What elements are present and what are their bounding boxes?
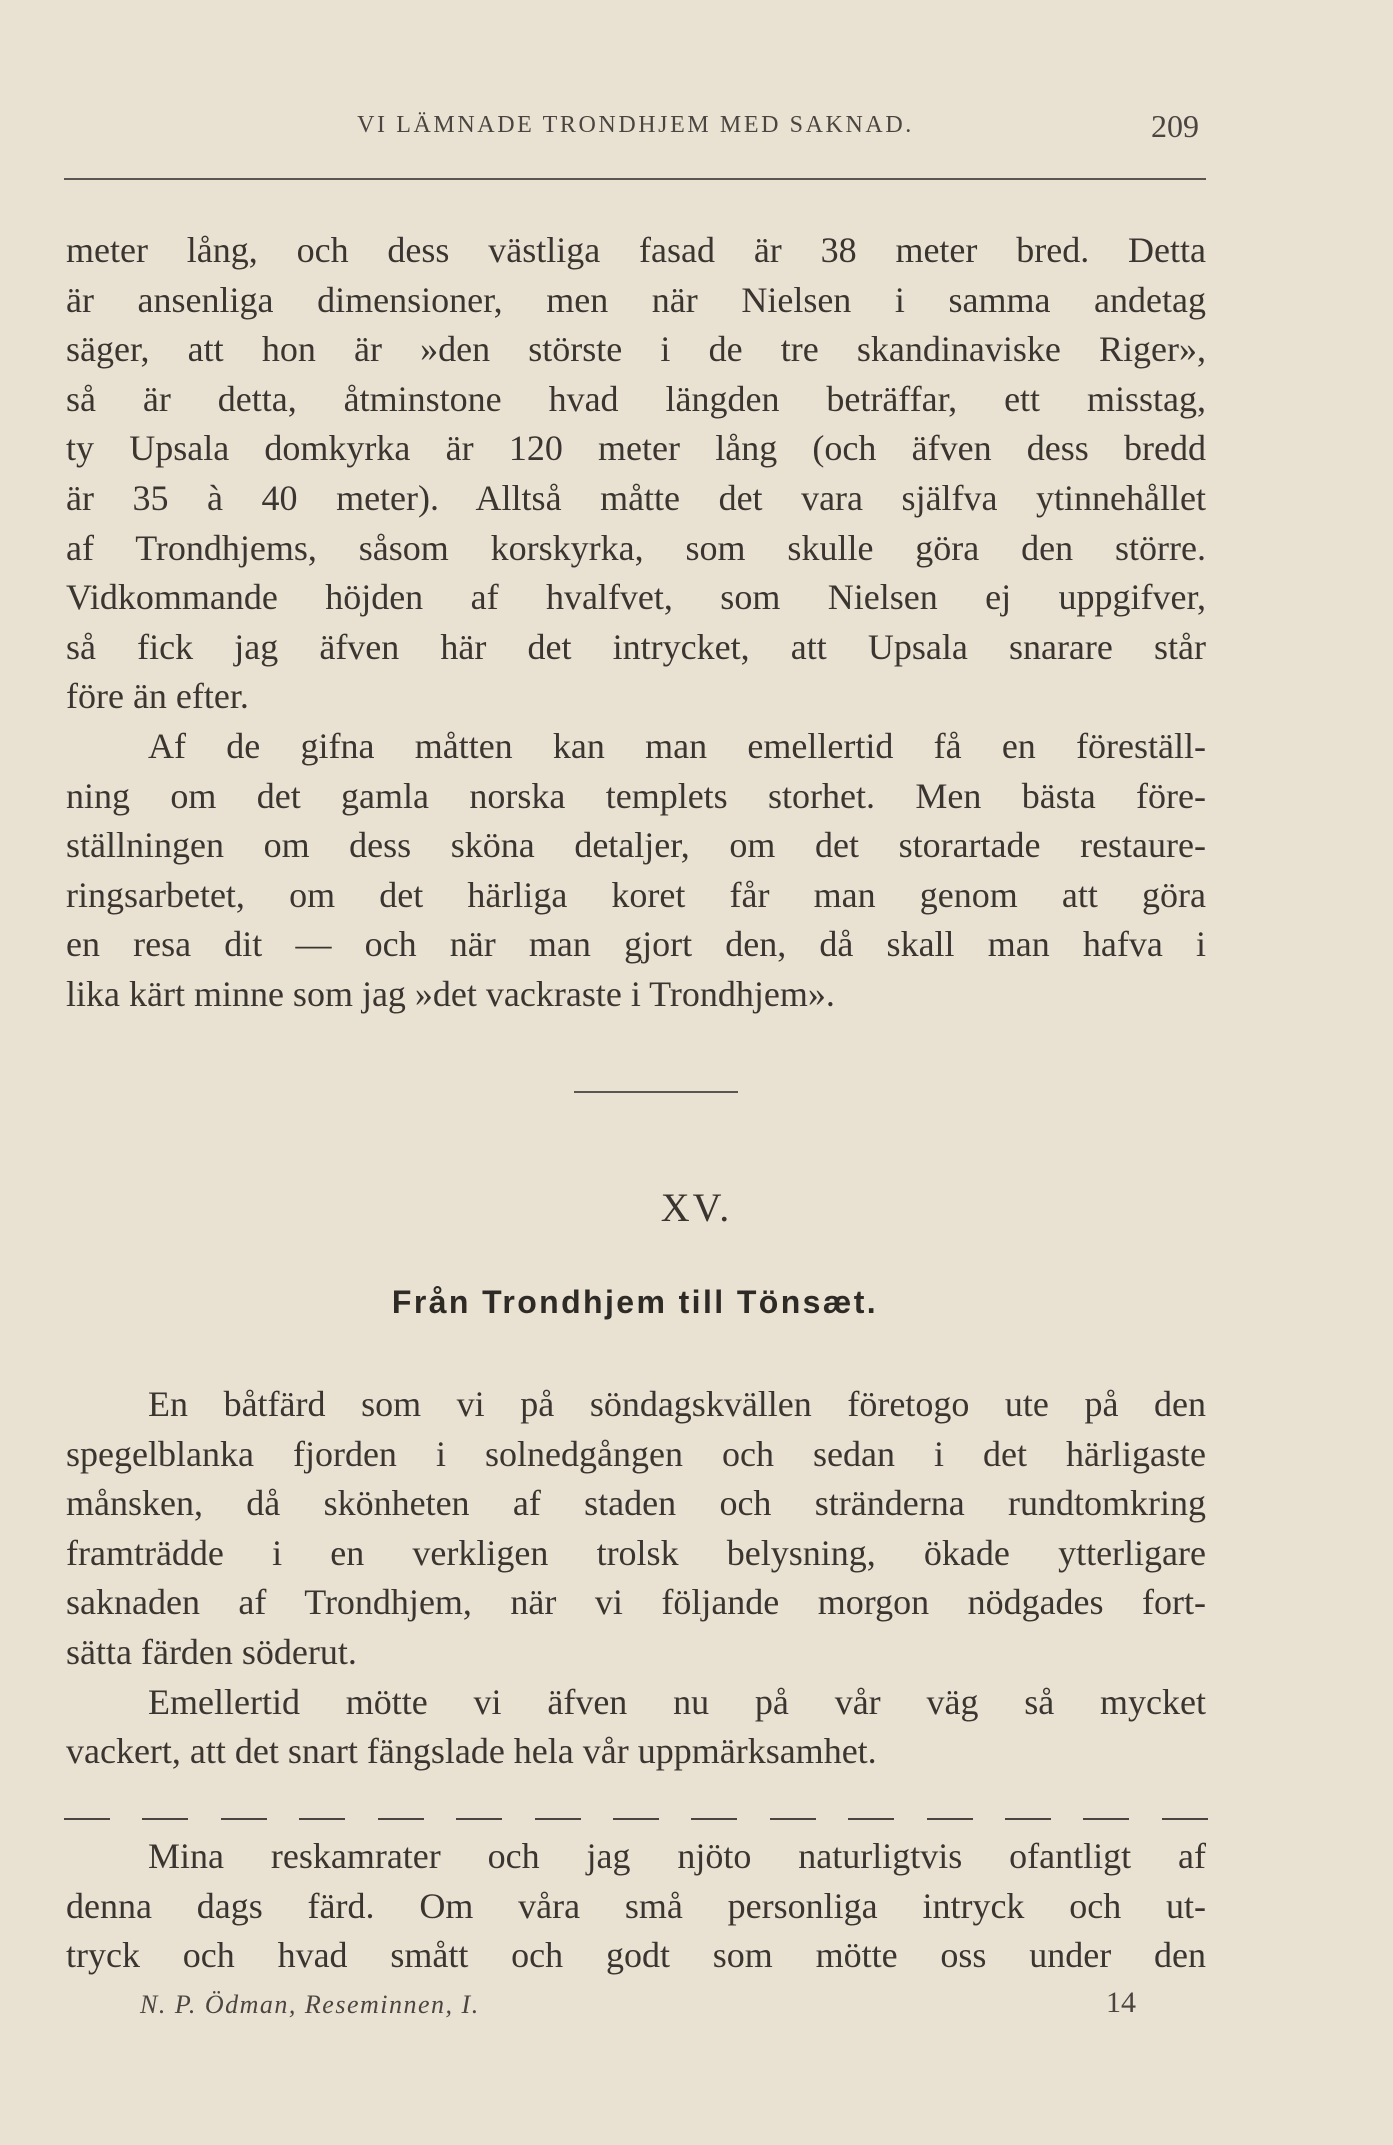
running-head: VI LÄMNADE TRONDHJEM MED SAKNAD. xyxy=(357,112,914,138)
chapter-number: XV. xyxy=(660,1185,733,1230)
text-line: vackert, att det snart fängslade hela vår uppmärksamhet. xyxy=(66,1731,877,1772)
text-line: denna dags färd. Om våra små personliga intryck och ut- xyxy=(66,1885,1206,1926)
body-text-upper xyxy=(66,226,1206,1020)
text-line: af Trondhjems, såsom korskyrka, som skulle göra den större. xyxy=(66,527,1206,568)
text-line: före än efter. xyxy=(66,676,249,717)
text-line: En båtfärd som vi på söndagskvällen företogo ute på den xyxy=(148,1384,1206,1424)
section-divider xyxy=(574,1091,738,1093)
page-header xyxy=(68,108,1203,152)
text-line: Af de gifna måtten kan man emellertid få en föreställ- xyxy=(148,725,1206,766)
printer-signature: 14 xyxy=(1106,1986,1136,2019)
body-text-middle xyxy=(66,1380,1206,1777)
text-line: ty Upsala domkyrka är 120 meter lång (och äfven dess bredd xyxy=(66,428,1206,469)
text-line: saknaden af Trondhjem, när vi följande morgon nödgades fort- xyxy=(66,1582,1206,1623)
text-line: ställningen om dess sköna detaljer, om det storartade restaure- xyxy=(66,825,1206,866)
text-line: Vidkommande höjden af hvalfvet, som Nielsen ej uppgifver, xyxy=(66,577,1206,618)
text-line: en resa dit — och när man gjort den, då skall man hafva i xyxy=(66,924,1206,965)
page-number: 209 xyxy=(1151,108,1199,144)
text-line: så fick jag äfven här det intrycket, att Upsala snarare står xyxy=(66,626,1206,667)
text-line: är ansenliga dimensioner, men när Nielsen i samma andetag xyxy=(66,279,1206,320)
text-line: månsken, då skönheten af staden och stränderna rundtomkring xyxy=(66,1483,1206,1524)
text-line: ringsarbetet, om det härliga koret får man genom att göra xyxy=(66,874,1206,915)
signature-line: N. P. Ödman, Reseminnen, I. xyxy=(140,1990,480,2019)
text-line: är 35 à 40 meter). Alltså måtte det vara själfva ytinnehållet xyxy=(66,477,1206,518)
text-line: framträdde i en verkligen trolsk belysning, ökade ytterligare xyxy=(66,1532,1206,1573)
text-line: lika kärt minne som jag »det vackraste i Trondhjem». xyxy=(66,973,835,1014)
text-line: säger, att hon är »den störste i de tre skandinaviske Riger», xyxy=(66,329,1206,370)
text-line: Mina reskamrater och jag njöto naturligtvis ofantligt af xyxy=(148,1836,1206,1876)
ellipsis-dash-row xyxy=(64,1818,1208,1824)
text-line: ning om det gamla norska templets storhet. Men bästa före- xyxy=(66,775,1206,816)
text-line: tryck och hvad smått och godt som mötte oss under den xyxy=(66,1935,1206,1976)
text-line: sätta färden söderut. xyxy=(66,1631,357,1672)
text-line: så är detta, åtminstone hvad längden beträffar, ett misstag, xyxy=(66,378,1206,419)
header-rule xyxy=(64,178,1206,180)
text-line: Emellertid mötte vi äfven nu på vår väg så mycket xyxy=(148,1681,1206,1722)
text-line: meter lång, och dess västliga fasad är 38 meter bred. Detta xyxy=(66,230,1206,270)
body-text-lower xyxy=(66,1832,1206,1981)
text-line: spegelblanka fjorden i solnedgången och sedan i det härligaste xyxy=(66,1433,1206,1474)
chapter-title: Från Trondhjem till Tönsæt. xyxy=(391,1284,879,1320)
